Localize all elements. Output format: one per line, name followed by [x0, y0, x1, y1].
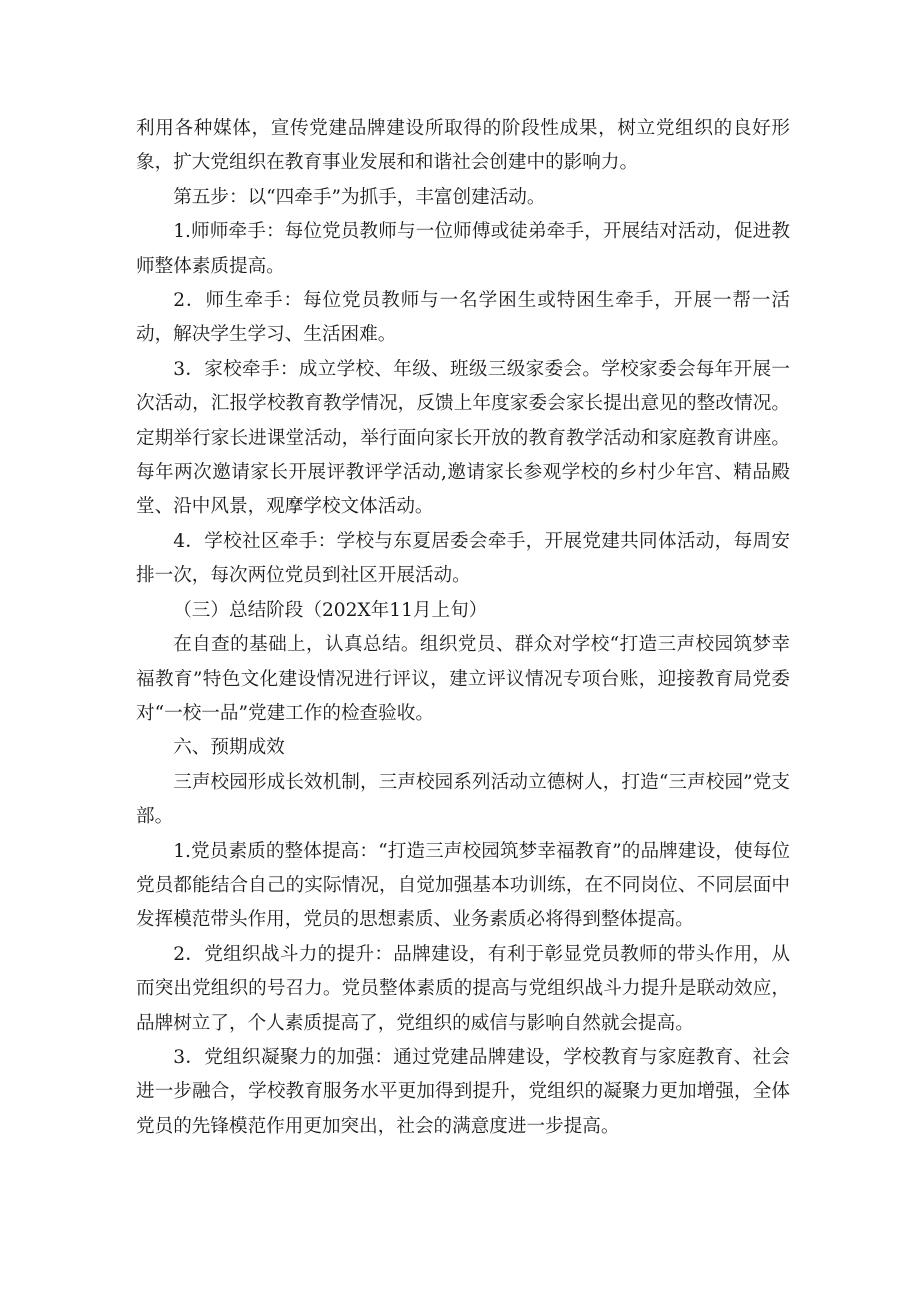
- paragraph-cohesion: 3．党组织凝聚力的加强：通过党建品牌建设，学校教育与家庭教育、社会进一步融合，学校教育服务水平更加得到提升，党组织的凝聚力更加增强，全体党员的先锋模范作用更加突出，社会的满意度进一步提高。: [136, 1046, 790, 1137]
- paragraph-long-term-mechanism: 三声校园形成长效机制，三声校园系列活动立德树人，打造“三声校园”党支部。: [136, 771, 790, 828]
- paragraph-member-quality: 1.党员素质的整体提高：“打造三声校园筑梦幸福教育”的品牌建设，使每位党员都能结合自己的实际情况，自觉加强基本功训练，在不同岗位、不同层面中发挥模范带头作用，党员的思想素质、业务素质必将得到整体提高。: [136, 840, 790, 931]
- paragraph-media-publicity: 利用各种媒体，宣传党建品牌建设所取得的阶段性成果，树立党组织的良好形象，扩大党组织在教育事业发展和和谐社会创建中的影响力。: [136, 118, 790, 174]
- paragraph-school-community: 4．学校社区牵手：学校与东夏居委会牵手，开展党建共同体活动，每周安排一次，每次两位党员到社区开展活动。: [136, 530, 790, 587]
- section-heading-expected-results: 六、预期成效: [173, 737, 285, 759]
- paragraph-home-school: 3．家校牵手：成立学校、年级、班级三级家委会。学校家委会每年开展一次活动，汇报学校教育教学情况，反馈上年度家委会家长提出意见的整改情况。定期举行家长进课堂活动，举行面向家长开放的教育教学活动和家庭教育讲座。每年两次邀请家长开展评教评学活动,邀请家长参观学校的乡村少年宫、精品殿堂、沿中风景，观摩学校文体活动。: [136, 358, 790, 518]
- paragraph-teacher-teacher: 1.师师牵手：每位党员教师与一位师傅或徒弟牵手，开展结对活动，促进教师整体素质提高。: [136, 221, 790, 277]
- paragraph-step-five: 第五步：以“四牵手”为抓手，丰富创建活动。: [173, 186, 546, 208]
- paragraph-self-check: 在自查的基础上，认真总结。组织党员、群众对学校“打造三声校园筑梦幸福教育”特色文化建设情况进行评议，建立评议情况专项台账，迎接教育局党委对“一校一品”党建工作的检查验收。: [136, 634, 790, 724]
- document-body: [136, 112, 790, 1144]
- paragraph-teacher-student: 2．师生牵手：每位党员教师与一名学困生或特困生牵手，开展一帮一活动，解决学生学习、生活困难。: [136, 290, 790, 346]
- paragraph-fighting-capacity: 2．党组织战斗力的提升：品牌建设，有利于彰显党员教师的带头作用，从而突出党组织的号召力。党员整体素质的提高与党组织战斗力提升是联动效应，品牌树立了，个人素质提高了，党组织的威信与影响自然就会提高。: [136, 943, 790, 1034]
- section-heading-summary-stage: （三）总结阶段（202X年11月上旬）: [173, 599, 488, 621]
